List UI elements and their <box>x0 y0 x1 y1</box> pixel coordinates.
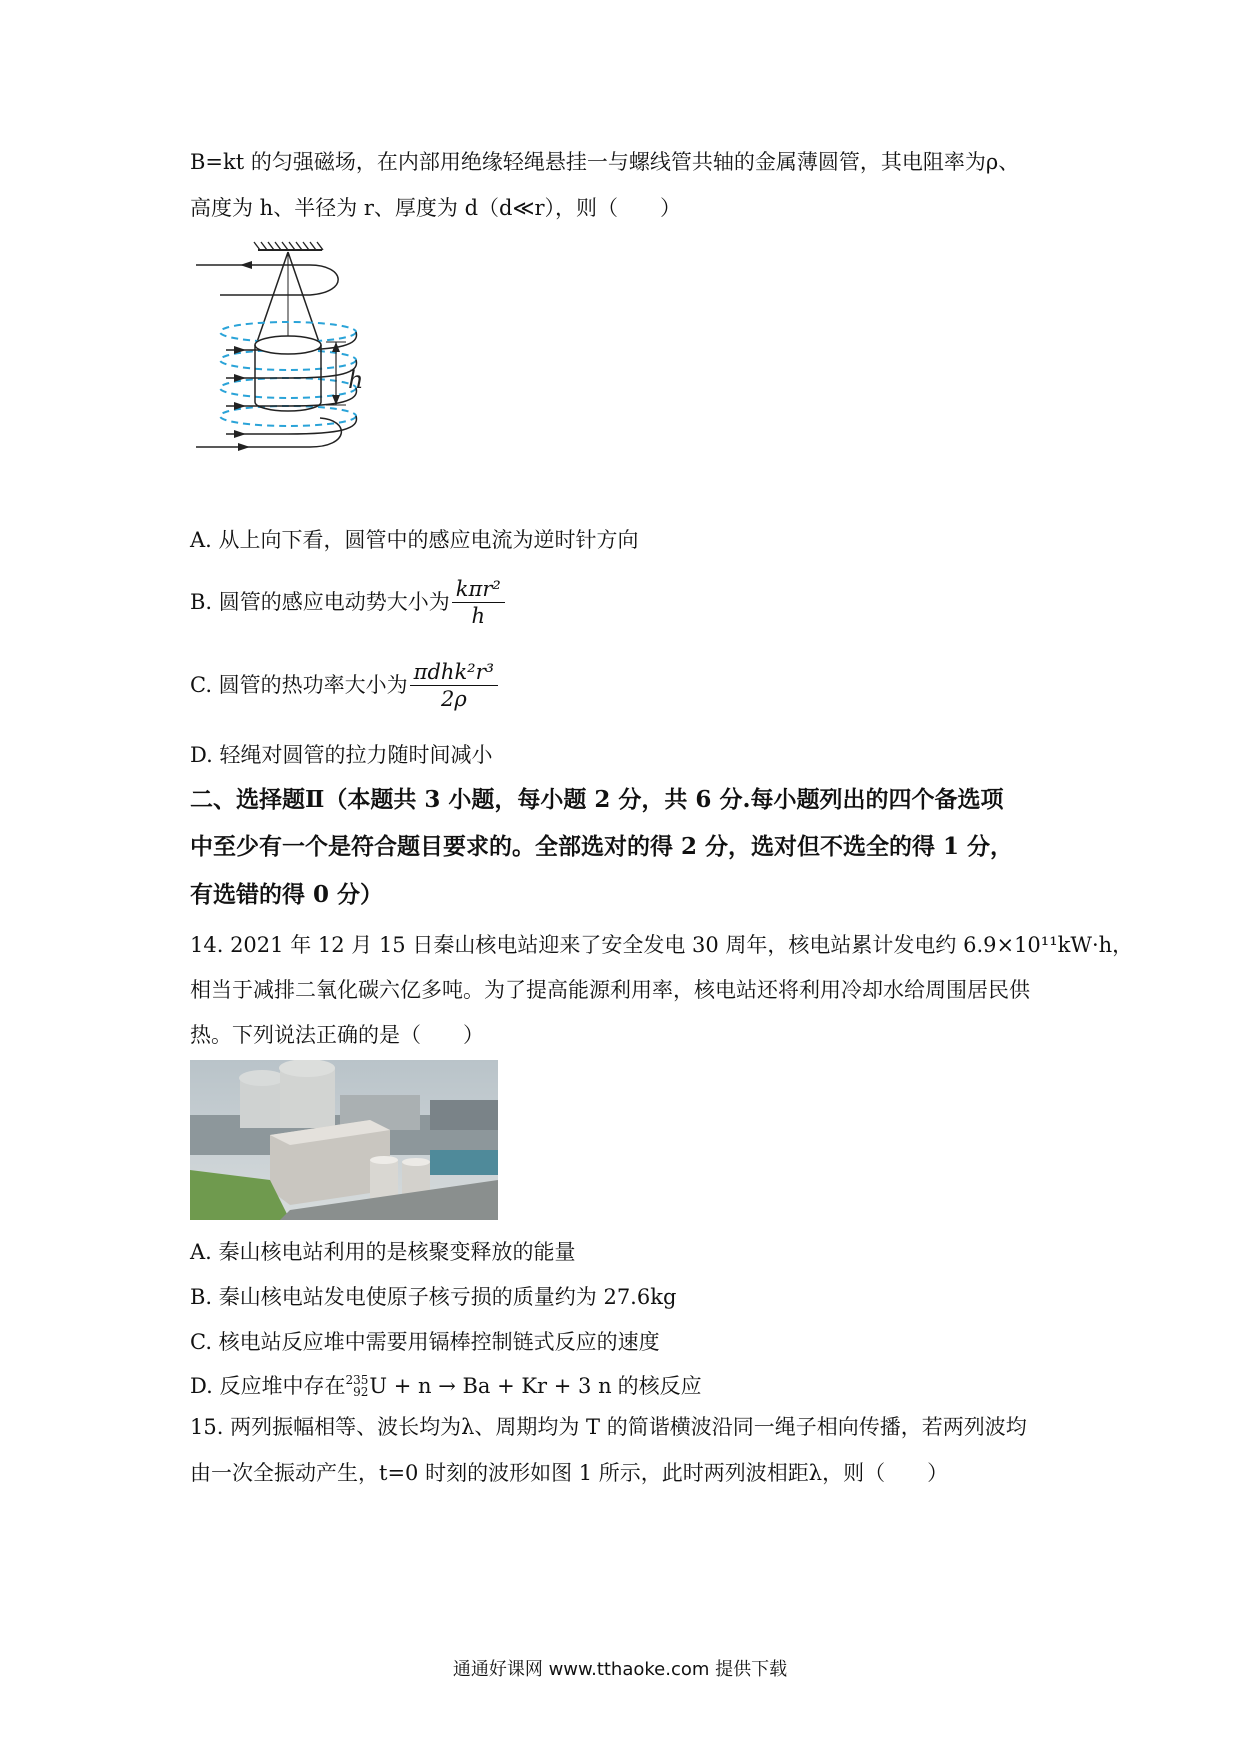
uranium-nuclide-numbers: 235 92 <box>345 1373 369 1399</box>
q13-option-a: A. 从上向下看，圆管中的感应电流为逆时针方向 <box>190 528 639 552</box>
section2-line3: 有选错的得 0 分） <box>190 881 384 908</box>
q13-option-b-text: B. 圆管的感应电动势大小为 <box>190 590 450 614</box>
section2-line2: 中至少有一个是符合题目要求的。全部选对的得 2 分，选对但不选全的得 1 分， <box>190 833 1014 860</box>
q13-option-b-numerator: kπr² <box>452 576 505 603</box>
q13-stem-line2: 高度为 h、半径为 r、厚度为 d（d≪r），则（ ） <box>190 196 681 220</box>
q15-stem-line2: 由一次全振动产生，t=0 时刻的波形如图 1 所示，此时两列波相距λ，则（ ） <box>190 1461 949 1485</box>
q13-option-b <box>190 572 505 632</box>
q14-option-d <box>190 1368 702 1404</box>
q13-option-b-fraction <box>452 576 505 629</box>
section2-line1: 二、选择题Ⅱ（本题共 3 小题，每小题 2 分，共 6 分.每小题列出的四个备选项 <box>190 786 1004 813</box>
q13-option-c-numerator: πdhk²r³ <box>410 659 498 686</box>
q14-stem-line2: 相当于减排二氧化碳六亿多吨。为了提高能源利用率，核电站还将利用冷却水给周围居民供 <box>190 978 1030 1002</box>
q13-option-c-text: C. 圆管的热功率大小为 <box>190 673 408 697</box>
q14-option-b: B. 秦山核电站发电使原子核亏损的质量约为 27.6kg <box>190 1285 677 1309</box>
q13-option-d: D. 轻绳对圆管的拉力随时间减小 <box>190 743 493 767</box>
q14-option-c: C. 核电站反应堆中需要用镉棒控制链式反应的速度 <box>190 1330 660 1354</box>
figure-h-label: h <box>348 366 364 394</box>
q13-option-c-fraction <box>410 659 498 712</box>
q13-stem-line1: B=kt 的匀强磁场，在内部用绝缘轻绳悬挂一与螺线管共轴的金属薄圆管，其电阻率为ρ、 <box>190 150 1020 174</box>
q14-option-d-prefix: D. 反应堆中存在 <box>190 1374 346 1398</box>
q13-option-c-denominator: 2ρ <box>441 686 467 711</box>
q14-option-d-suffix: 的核反应 <box>617 1374 702 1398</box>
q13-option-b-denominator: h <box>471 603 486 628</box>
solenoid-figure <box>190 240 390 475</box>
q15-stem-line1: 15. 两列振幅相等、波长均为λ、周期均为 T 的简谐横波沿同一绳子相向传播，若两列波均 <box>190 1415 1027 1439</box>
q14-option-a: A. 秦山核电站利用的是核聚变释放的能量 <box>190 1240 576 1264</box>
q14-option-d-equation: U + n → Ba + Kr + 3 n <box>369 1374 612 1398</box>
q13-option-c <box>190 655 498 715</box>
q14-stem-line1: 14. 2021 年 12 月 15 日秦山核电站迎来了安全发电 30 周年，核电站累计发电约 6.9×10¹¹kW·h， <box>190 933 1134 957</box>
nuclear-plant-photo <box>190 1060 498 1220</box>
q14-stem-line3: 热。下列说法正确的是（ ） <box>190 1023 484 1047</box>
page-footer: 通通好课网 www.tthaoke.com 提供下载 <box>452 1659 788 1680</box>
